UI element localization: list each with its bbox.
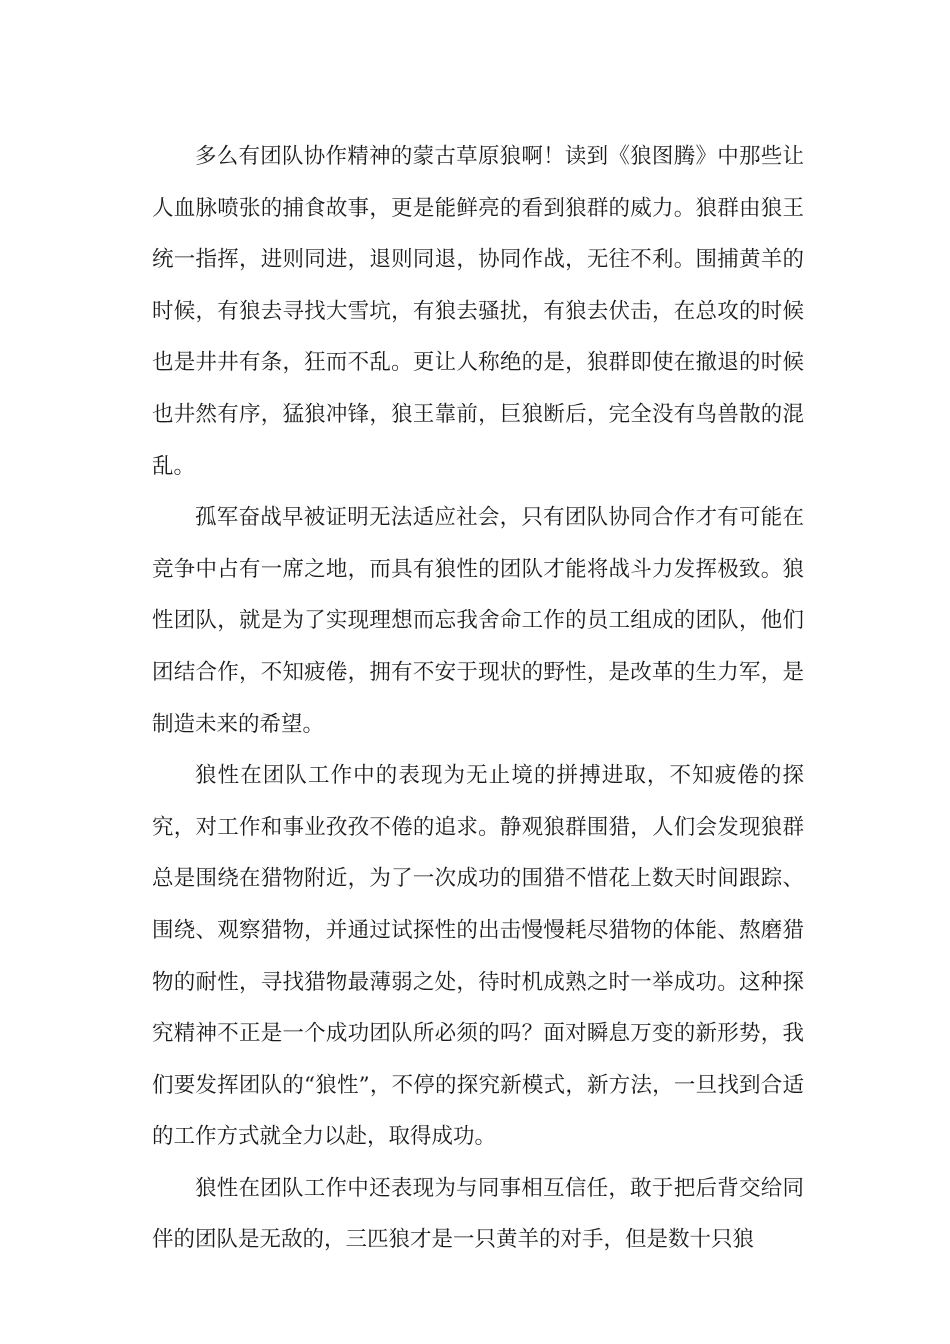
paragraph-4: 狼性在团队工作中还表现为与同事相互信任，敢于把后背交给同伴的团队是无敌的，三匹狼才是一只黄羊的对手，但是数十只狼 — [152, 1175, 804, 1253]
paragraph-2: 孤军奋战早被证明无法适应社会，只有团队协同合作才有可能在竞争中占有一席之地，而具有狼性的团队才能将战斗力发挥极致。狼性团队，就是为了实现理想而忘我舍命工作的员工组成的团队，他们团结合作，不知疲倦，拥有不安于现状的野性，是改革的生力军，是制造未来的希望。 — [152, 505, 804, 737]
paragraph-1: 多么有团队协作精神的蒙古草原狼啊！读到《狼图腾》中那些让人血脉喷张的捕食故事，更是能鲜亮的看到狼群的威力。狼群由狼王统一指挥，进则同进，退则同退，协同作战，无往不利。围捕黄羊的时候，有狼去寻找大雪坑，有狼去骚扰，有狼去伏击，在总攻的时候也是井井有条，狂而不乱。更让人称绝的是，狼群即使在撤退的时候也井然有序，猛狼冲锋，狼王靠前，巨狼断后，完全没有鸟兽散的混乱。 — [152, 144, 804, 479]
document-body — [152, 131, 804, 1266]
paragraph-3: 狼性在团队工作中的表现为无止境的拼搏进取，不知疲倦的探究，对工作和事业孜孜不倦的追求。静观狼群围猎，人们会发现狼群总是围绕在猎物附近，为了一次成功的围猎不惜花上数天时间跟踪、围绕、观察猎物，并通过试探性的出击慢慢耗尽猎物的体能、熬磨猎物的耐性，寻找猎物最薄弱之处，待时机成熟之时一举成功。这种探究精神不正是一个成功团队所必须的吗？面对瞬息万变的新形势，我们要发挥团队的“狼性”，不停的探究新模式，新方法，一旦找到合适的工作方式就全力以赴，取得成功。 — [152, 763, 804, 1150]
